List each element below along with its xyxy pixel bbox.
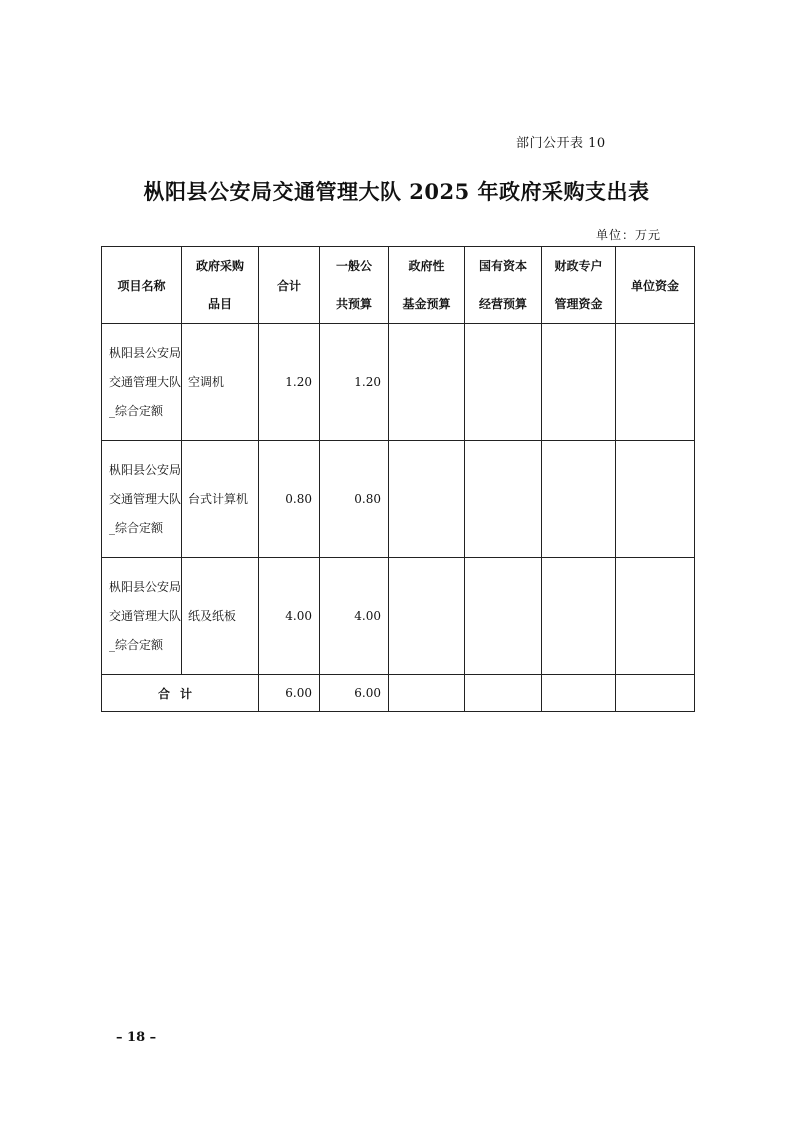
unit-fund-cell <box>616 558 695 675</box>
col-header-item: 政府采购 品目 <box>182 247 259 324</box>
project-name-cell: 枞阳县公安局交通管理大队_综合定额 <box>102 441 182 558</box>
project-name-cell: 枞阳县公安局交通管理大队_综合定额 <box>102 558 182 675</box>
fiscal-account-cell <box>542 441 616 558</box>
page-number: – 18 – <box>116 1030 157 1045</box>
gov-fund-cell <box>389 558 465 675</box>
gov-fund-cell <box>389 441 465 558</box>
total-cell: 4.00 <box>259 558 320 675</box>
col-header-gov-fund: 政府性 基金预算 <box>389 247 465 324</box>
col-header-fiscal-account: 财政专户 管理资金 <box>542 247 616 324</box>
unit-fund-cell <box>616 324 695 441</box>
state-capital-cell <box>465 558 542 675</box>
general-budget-cell: 0.80 <box>320 441 389 558</box>
general-budget-cell: 6.00 <box>320 675 389 712</box>
fiscal-account-cell <box>542 558 616 675</box>
table-row <box>102 441 695 558</box>
unit-fund-cell <box>616 675 695 712</box>
fiscal-account-cell <box>542 675 616 712</box>
col-header-unit-fund: 单位资金 <box>616 247 695 324</box>
state-capital-cell <box>465 324 542 441</box>
total-cell: 1.20 <box>259 324 320 441</box>
page-title: 枞阳县公安局交通管理大队 2025 年政府采购支出表 <box>143 179 650 204</box>
table-row <box>102 558 695 675</box>
table-total-row <box>102 675 695 712</box>
col-header-state-capital: 国有资本 经营预算 <box>465 247 542 324</box>
procurement-item-cell: 空调机 <box>182 324 259 441</box>
gov-fund-cell <box>389 324 465 441</box>
total-cell: 0.80 <box>259 441 320 558</box>
general-budget-cell: 4.00 <box>320 558 389 675</box>
table-row <box>102 324 695 441</box>
unit-fund-cell <box>616 441 695 558</box>
col-header-total: 合计 <box>259 247 320 324</box>
procurement-item-cell: 纸及纸板 <box>182 558 259 675</box>
col-header-general: 一般公 共预算 <box>320 247 389 324</box>
state-capital-cell <box>465 441 542 558</box>
general-budget-cell: 1.20 <box>320 324 389 441</box>
col-header-project: 项目名称 <box>102 247 182 324</box>
fiscal-account-cell <box>542 324 616 441</box>
procurement-item-cell: 台式计算机 <box>182 441 259 558</box>
gov-fund-cell <box>389 675 465 712</box>
total-label: 合计 <box>102 675 259 712</box>
table-header-row <box>102 247 695 324</box>
state-capital-cell <box>465 675 542 712</box>
form-number: 部门公开表 10 <box>516 136 606 151</box>
total-cell: 6.00 <box>259 675 320 712</box>
unit-label: 单位：万元 <box>596 228 662 242</box>
project-name-cell: 枞阳县公安局交通管理大队_综合定额 <box>102 324 182 441</box>
procurement-table <box>101 246 695 712</box>
